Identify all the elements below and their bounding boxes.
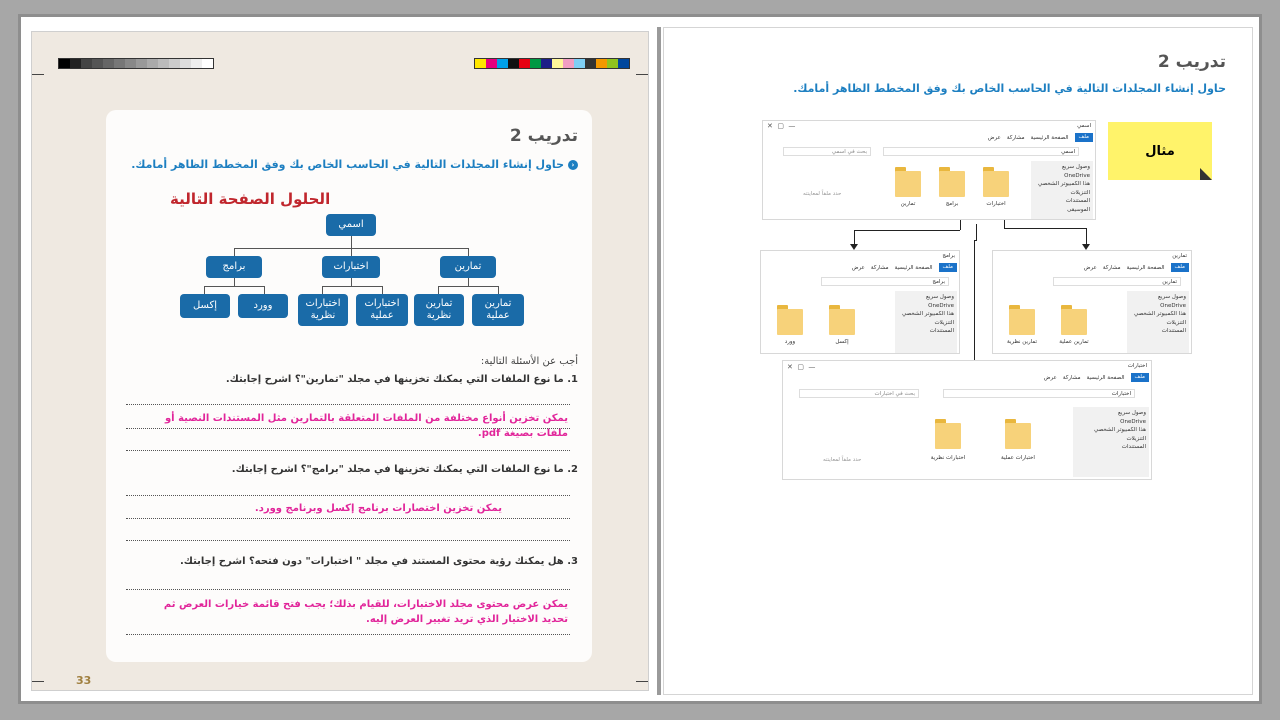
folder-icon[interactable] — [1005, 419, 1031, 449]
window-title: اختبارات — [1127, 363, 1147, 369]
ribbon-tab-share[interactable]: مشاركة — [1006, 134, 1025, 141]
folder-icon[interactable] — [939, 167, 965, 197]
nav-item-this-pc[interactable]: هذا الكمبيوتر الشخصي — [902, 311, 954, 317]
tree-connector — [234, 248, 235, 256]
folder-icon[interactable] — [1061, 305, 1087, 335]
ribbon-tab-share[interactable]: مشاركة — [1102, 264, 1121, 271]
question-3: 3. هل يمكنك رؤية محتوى المستند في مجلد " اختبارات" دون فتحه؟ اشرح إجابتك. — [179, 556, 578, 567]
tree-node-programs: برامج — [206, 256, 262, 278]
folder-label: تمارين — [900, 201, 916, 207]
ribbon-tab-home[interactable]: الصفحة الرئيسية — [1086, 374, 1125, 381]
answer-line — [126, 589, 570, 590]
nav-item-documents[interactable]: المستندات — [1161, 328, 1186, 334]
nav-item-downloads[interactable]: التنزيلات — [934, 319, 954, 326]
nav-item-documents[interactable]: المستندات — [1121, 444, 1146, 450]
nav-pane — [1127, 291, 1189, 353]
answer-3: يمكن عرض محتوى مجلد الاختبارات، للقيام بذلك؛ يجب فتح قائمة خيارات العرض ثم تحديد الاختيار الذي تريد تغيير العرض إليه. — [163, 599, 568, 625]
preview-hint: حدد ملفاً لمعاينته — [803, 191, 842, 197]
explorer-window-exercises — [992, 250, 1192, 354]
tree-node-theory-tests: اختبارات نظرية — [298, 294, 348, 326]
tree-connector — [438, 286, 439, 294]
arrow-line — [976, 240, 977, 241]
arrow-line — [1004, 220, 1005, 228]
folder-label: تمارين نظرية — [1006, 339, 1038, 345]
nav-item-onedrive[interactable]: OneDrive — [1120, 418, 1146, 425]
folder-label: إكسل — [835, 339, 849, 345]
ribbon-tab-view[interactable]: عرض — [1043, 374, 1057, 381]
tree-connector — [204, 286, 264, 287]
color-bar — [474, 58, 630, 69]
ribbon-tabs — [761, 263, 959, 272]
nav-pane — [1031, 161, 1093, 219]
folder-icon[interactable] — [983, 167, 1009, 197]
tree-node-tests: اختبارات — [322, 256, 380, 278]
nav-item-documents[interactable]: المستندات — [929, 328, 954, 334]
nav-item-this-pc[interactable]: هذا الكمبيوتر الشخصي — [1134, 311, 1186, 317]
answer-line — [126, 634, 570, 635]
nav-item-quick-access[interactable]: وصول سريع — [1117, 410, 1146, 416]
left-page — [31, 31, 649, 691]
right-page — [663, 27, 1253, 695]
folder-label: تمارين عملية — [1059, 339, 1089, 345]
example-sticky-note — [1108, 122, 1212, 180]
tree-connector — [468, 278, 469, 286]
nav-item-onedrive[interactable]: OneDrive — [928, 302, 954, 309]
ribbon-tabs — [763, 133, 1095, 142]
instruction-text: حاول إنشاء المجلدات التالية في الحاسب الخاص بك وفق المخطط الظاهر أمامك. — [793, 82, 1226, 95]
nav-item-music[interactable]: الموسيقى — [1067, 206, 1090, 213]
ribbon-tab-share[interactable]: مشاركة — [870, 264, 889, 271]
folder-icon[interactable] — [935, 419, 961, 449]
explorer-window-main — [762, 120, 1096, 220]
ribbon-tab-file[interactable]: ملف — [939, 263, 957, 272]
ribbon-tab-view[interactable]: عرض — [1083, 264, 1097, 271]
ribbon-tab-home[interactable]: الصفحة الرئيسية — [1126, 264, 1165, 271]
address-bar[interactable]: برامج — [821, 277, 949, 286]
folder-icon[interactable] — [1009, 305, 1035, 335]
tree-node-root: اسمي — [326, 214, 376, 236]
crop-mark — [32, 681, 44, 682]
nav-pane — [895, 291, 957, 353]
address-bar[interactable]: تمارين — [1053, 277, 1181, 286]
tree-connector — [351, 248, 352, 256]
tree-node-word: وورد — [238, 294, 288, 318]
page-divider — [657, 27, 661, 695]
answer-line — [126, 450, 570, 451]
nav-item-documents[interactable]: المستندات — [1065, 198, 1090, 204]
folder-label: اختبارات نظرية — [930, 455, 966, 461]
tree-connector — [438, 286, 498, 287]
nav-item-onedrive[interactable]: OneDrive — [1160, 302, 1186, 309]
tree-connector — [322, 286, 382, 287]
ribbon-tabs — [783, 373, 1151, 382]
folder-icon[interactable] — [777, 305, 803, 335]
page-number: 33 — [76, 674, 92, 687]
folder-label: اختبارات — [986, 201, 1006, 207]
crop-mark — [636, 74, 648, 75]
nav-item-quick-access[interactable]: وصول سريع — [925, 294, 954, 300]
tree-node-theory-exercises: تمارين نظرية — [414, 294, 464, 326]
ribbon-tab-share[interactable]: مشاركة — [1062, 374, 1081, 381]
answer-line — [126, 518, 570, 519]
nav-item-this-pc[interactable]: هذا الكمبيوتر الشخصي — [1094, 427, 1146, 433]
tree-connector — [234, 278, 235, 286]
tree-node-excel: إكسل — [180, 294, 230, 318]
tree-connector — [322, 286, 323, 294]
nav-item-downloads[interactable]: التنزيلات — [1166, 319, 1186, 326]
document-frame — [18, 14, 1262, 704]
nav-item-onedrive[interactable]: OneDrive — [1064, 172, 1090, 179]
search-input[interactable]: بحث في اسمي — [783, 147, 871, 156]
nav-pane — [1073, 407, 1149, 477]
solutions-title: الحلول الصفحة التالية — [170, 190, 331, 208]
window-title: اسمي — [1077, 123, 1091, 129]
folder-icon[interactable] — [829, 305, 855, 335]
window-controls[interactable]: ✕ ▢ — — [787, 363, 816, 371]
ribbon-tabs — [993, 263, 1191, 272]
arrow-line — [854, 230, 960, 231]
explorer-window-programs — [760, 250, 960, 354]
grayscale-bar — [58, 58, 214, 69]
answer-line — [126, 495, 570, 496]
question-1: 1. ما نوع الملفات التي يمكنك تخزينها في مجلد "تمارين"؟ اشرح إجابتك. — [225, 374, 578, 385]
ribbon-tab-view[interactable]: عرض — [987, 134, 1001, 141]
nav-item-quick-access[interactable]: وصول سريع — [1157, 294, 1186, 300]
window-title: تمارين — [1172, 253, 1187, 259]
tree-node-practical-tests: اختبارات عملية — [356, 294, 408, 326]
question-2: 2. ما نوع الملفات التي يمكنك تخزينها في مجلد "برامج"؟ اشرح إجابتك. — [231, 464, 578, 475]
address-bar[interactable]: اختبارات — [943, 389, 1135, 398]
arrow-line — [974, 240, 975, 374]
exercise-title: تدريب 2 — [1157, 52, 1226, 72]
tree-node-exercises: تمارين — [440, 256, 496, 278]
ribbon-tab-home[interactable]: الصفحة الرئيسية — [1030, 134, 1069, 141]
tree-connector — [264, 286, 265, 294]
tree-node-practical-exercises: تمارين عملية — [472, 294, 524, 326]
window-title: برامج — [942, 253, 955, 259]
answer-1: يمكن تخزين أنواع مختلفة من الملفات المتعلقة بالتمارين مثل المستندات النصية أو ملفات بصيغة pdf. — [164, 413, 568, 439]
tree-connector — [468, 248, 469, 256]
nav-item-this-pc[interactable]: هذا الكمبيوتر الشخصي — [1038, 181, 1090, 187]
ribbon-tab-file[interactable]: ملف — [1131, 373, 1149, 382]
tree-connector — [204, 286, 205, 294]
tree-connector — [351, 236, 352, 248]
explorer-window-tests — [782, 360, 1152, 480]
nav-item-downloads[interactable]: التنزيلات — [1126, 435, 1146, 442]
folder-label: برامج — [945, 201, 959, 207]
example-label: مثال — [1145, 143, 1175, 159]
folder-icon[interactable] — [895, 167, 921, 197]
tree-connector — [498, 286, 499, 294]
answer-2: يمكن تخزين اختصارات برنامج إكسل وبرنامج وورد. — [254, 503, 502, 514]
crop-mark — [636, 681, 648, 682]
ribbon-tab-file[interactable]: ملف — [1075, 133, 1093, 142]
search-input[interactable]: بحث في اختبارات — [799, 389, 919, 398]
ribbon-tab-file[interactable]: ملف — [1171, 263, 1189, 272]
worksheet-card — [106, 110, 592, 662]
questions-heading: أجب عن الأسئلة التالية: — [480, 356, 578, 367]
answer-line — [126, 404, 570, 405]
answer-line — [126, 428, 570, 429]
exercise-title: تدريب 2 — [509, 126, 578, 146]
nav-item-quick-access[interactable]: وصول سريع — [1061, 164, 1090, 170]
tree-connector — [382, 286, 383, 294]
window-controls[interactable]: ✕ ▢ — — [767, 122, 796, 130]
folder-label: اختبارات عملية — [1001, 455, 1035, 461]
address-bar[interactable]: اسمي — [883, 147, 1079, 156]
arrow-line — [976, 224, 977, 240]
folder-label: وورد — [784, 339, 796, 345]
arrow-line — [960, 220, 961, 230]
chevron-circle-icon: ‹ — [568, 160, 578, 170]
tree-connector — [351, 278, 352, 286]
instruction-text: حاول إنشاء المجلدات التالية في الحاسب الخاص بك وفق المخطط الظاهر أمامك. — [131, 158, 564, 171]
preview-hint: حدد ملفاً لمعاينته — [823, 457, 862, 463]
instruction — [131, 158, 578, 171]
instruction — [793, 82, 1226, 95]
arrow-line — [1004, 228, 1086, 229]
crop-mark — [32, 74, 44, 75]
ribbon-tab-home[interactable]: الصفحة الرئيسية — [894, 264, 933, 271]
nav-item-downloads[interactable]: التنزيلات — [1070, 189, 1090, 196]
answer-line — [126, 540, 570, 541]
ribbon-tab-view[interactable]: عرض — [851, 264, 865, 271]
